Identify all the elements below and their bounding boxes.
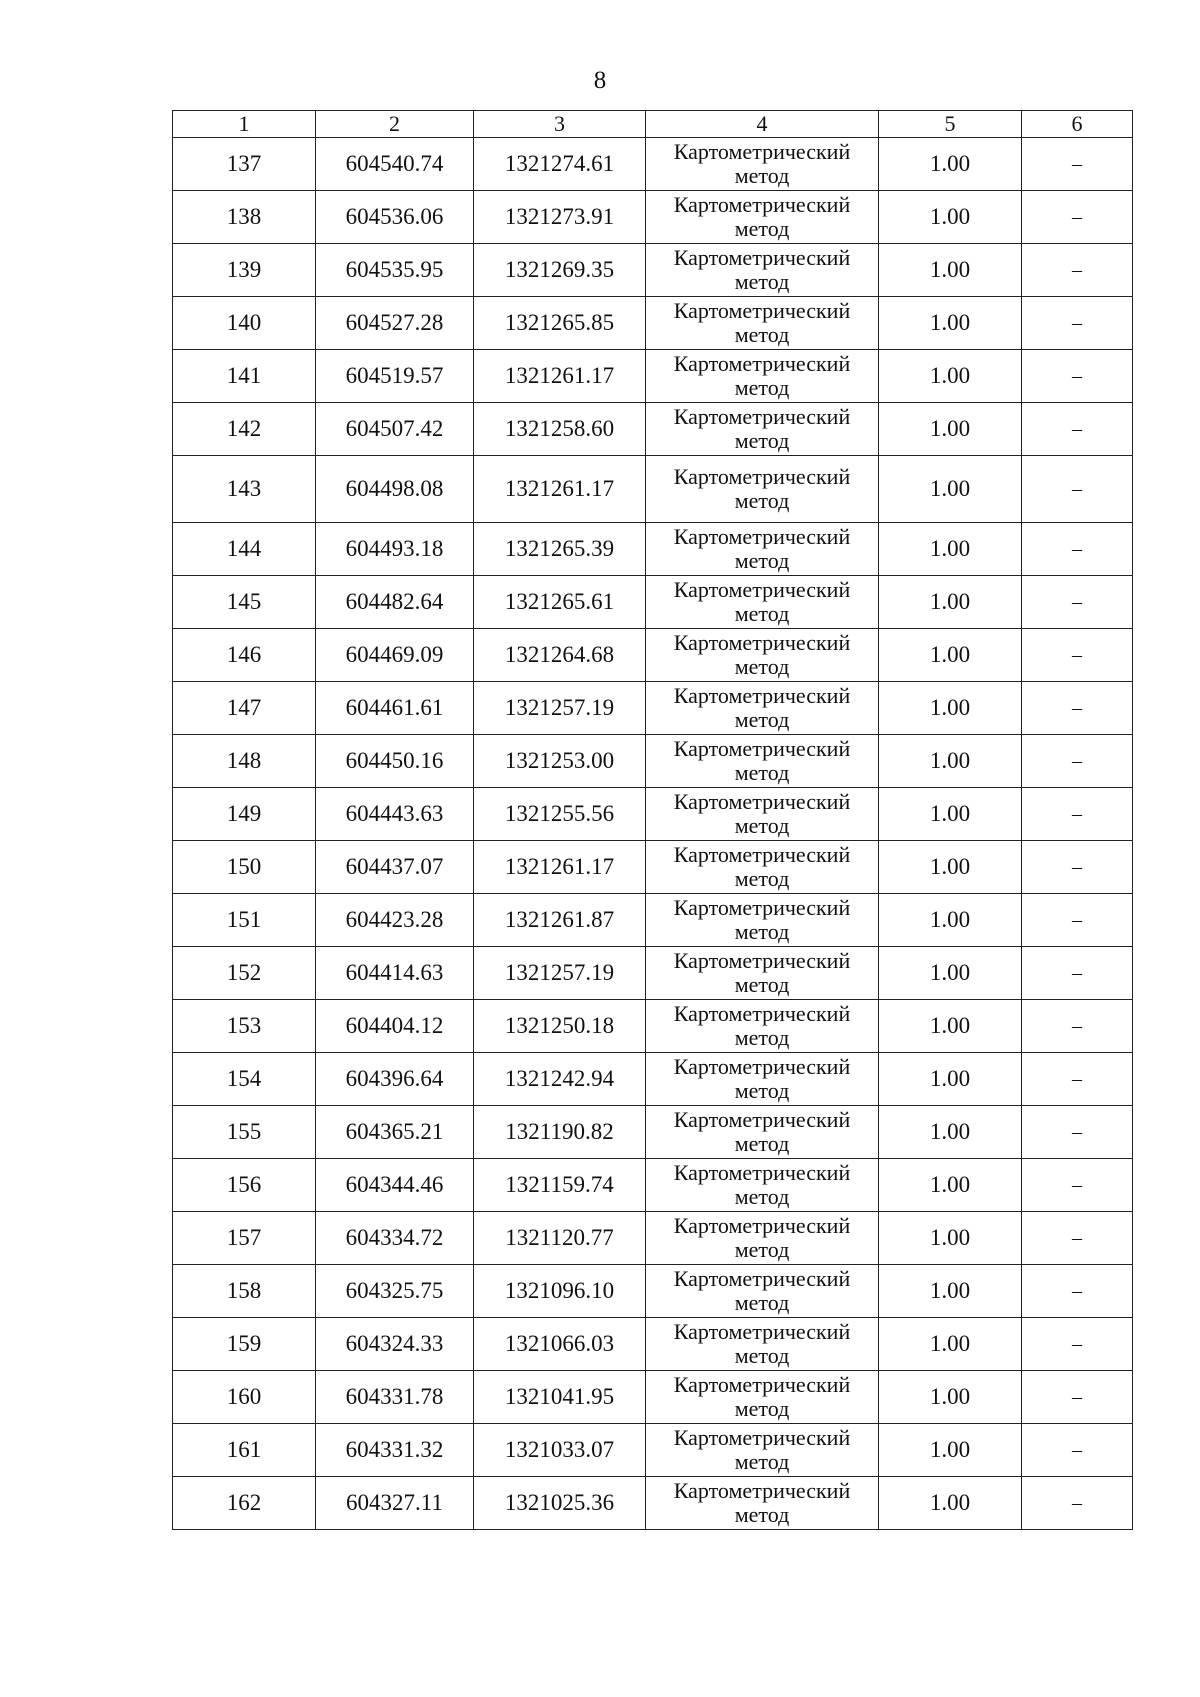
accuracy-cell: 1.00 (879, 947, 1022, 1000)
point-number-cell: 157 (173, 1212, 316, 1265)
point-number-cell: 144 (173, 523, 316, 576)
x-coordinate-cell: 604469.09 (316, 629, 474, 682)
note-cell: – (1022, 244, 1133, 297)
point-number-cell: 141 (173, 350, 316, 403)
y-coordinate-cell: 1321120.77 (474, 1212, 646, 1265)
accuracy-cell: 1.00 (879, 244, 1022, 297)
method-cell: Картометрический метод (646, 456, 879, 523)
method-cell: Картометрический метод (646, 1318, 879, 1371)
point-number-cell: 153 (173, 1000, 316, 1053)
accuracy-cell: 1.00 (879, 1477, 1022, 1530)
accuracy-cell: 1.00 (879, 1053, 1022, 1106)
column-header: 4 (646, 111, 879, 138)
x-coordinate-cell: 604535.95 (316, 244, 474, 297)
y-coordinate-cell: 1321250.18 (474, 1000, 646, 1053)
note-cell: – (1022, 1318, 1133, 1371)
point-number-cell: 151 (173, 894, 316, 947)
note-cell: – (1022, 1106, 1133, 1159)
note-cell: – (1022, 947, 1133, 1000)
method-cell: Картометрический метод (646, 894, 879, 947)
point-number-cell: 143 (173, 456, 316, 523)
table-row (173, 191, 1133, 244)
table-row (173, 297, 1133, 350)
method-cell: Картометрический метод (646, 1212, 879, 1265)
x-coordinate-cell: 604325.75 (316, 1265, 474, 1318)
method-cell: Картометрический метод (646, 841, 879, 894)
x-coordinate-cell: 604461.61 (316, 682, 474, 735)
note-cell: – (1022, 735, 1133, 788)
x-coordinate-cell: 604507.42 (316, 403, 474, 456)
table-row (173, 138, 1133, 191)
method-cell: Картометрический метод (646, 297, 879, 350)
method-cell: Картометрический метод (646, 1000, 879, 1053)
point-number-cell: 150 (173, 841, 316, 894)
x-coordinate-cell: 604450.16 (316, 735, 474, 788)
y-coordinate-cell: 1321261.17 (474, 350, 646, 403)
method-cell: Картометрический метод (646, 735, 879, 788)
note-cell: – (1022, 576, 1133, 629)
point-number-cell: 148 (173, 735, 316, 788)
column-header: 3 (474, 111, 646, 138)
x-coordinate-cell: 604443.63 (316, 788, 474, 841)
y-coordinate-cell: 1321255.56 (474, 788, 646, 841)
accuracy-cell: 1.00 (879, 1000, 1022, 1053)
accuracy-cell: 1.00 (879, 523, 1022, 576)
accuracy-cell: 1.00 (879, 1318, 1022, 1371)
y-coordinate-cell: 1321258.60 (474, 403, 646, 456)
point-number-cell: 145 (173, 576, 316, 629)
note-cell: – (1022, 894, 1133, 947)
method-cell: Картометрический метод (646, 1106, 879, 1159)
table-row (173, 244, 1133, 297)
accuracy-cell: 1.00 (879, 456, 1022, 523)
point-number-cell: 158 (173, 1265, 316, 1318)
accuracy-cell: 1.00 (879, 350, 1022, 403)
note-cell: – (1022, 682, 1133, 735)
x-coordinate-cell: 604331.32 (316, 1424, 474, 1477)
table-row (173, 629, 1133, 682)
table-row (173, 947, 1133, 1000)
accuracy-cell: 1.00 (879, 1371, 1022, 1424)
method-cell: Картометрический метод (646, 1477, 879, 1530)
note-cell: – (1022, 1053, 1133, 1106)
method-cell: Картометрический метод (646, 1265, 879, 1318)
accuracy-cell: 1.00 (879, 1424, 1022, 1477)
table-row (173, 1159, 1133, 1212)
table-row (173, 1212, 1133, 1265)
column-header: 2 (316, 111, 474, 138)
y-coordinate-cell: 1321096.10 (474, 1265, 646, 1318)
accuracy-cell: 1.00 (879, 894, 1022, 947)
x-coordinate-cell: 604540.74 (316, 138, 474, 191)
point-number-cell: 154 (173, 1053, 316, 1106)
point-number-cell: 142 (173, 403, 316, 456)
method-cell: Картометрический метод (646, 138, 879, 191)
point-number-cell: 152 (173, 947, 316, 1000)
note-cell: – (1022, 1477, 1133, 1530)
table-header-row (173, 111, 1133, 138)
method-cell: Картометрический метод (646, 947, 879, 1000)
y-coordinate-cell: 1321041.95 (474, 1371, 646, 1424)
y-coordinate-cell: 1321265.61 (474, 576, 646, 629)
accuracy-cell: 1.00 (879, 576, 1022, 629)
point-number-cell: 161 (173, 1424, 316, 1477)
point-number-cell: 156 (173, 1159, 316, 1212)
column-header: 6 (1022, 111, 1133, 138)
method-cell: Картометрический метод (646, 350, 879, 403)
accuracy-cell: 1.00 (879, 841, 1022, 894)
note-cell: – (1022, 350, 1133, 403)
table-row (173, 1106, 1133, 1159)
table-row (173, 1053, 1133, 1106)
note-cell: – (1022, 1424, 1133, 1477)
table-row (173, 1000, 1133, 1053)
x-coordinate-cell: 604327.11 (316, 1477, 474, 1530)
point-number-cell: 146 (173, 629, 316, 682)
column-header: 5 (879, 111, 1022, 138)
method-cell: Картометрический метод (646, 629, 879, 682)
table-row (173, 735, 1133, 788)
table-row (173, 456, 1133, 523)
page-number: 8 (593, 67, 607, 94)
x-coordinate-cell: 604493.18 (316, 523, 474, 576)
point-number-cell: 138 (173, 191, 316, 244)
accuracy-cell: 1.00 (879, 1265, 1022, 1318)
x-coordinate-cell: 604536.06 (316, 191, 474, 244)
note-cell: – (1022, 841, 1133, 894)
x-coordinate-cell: 604519.57 (316, 350, 474, 403)
table-row (173, 1318, 1133, 1371)
accuracy-cell: 1.00 (879, 629, 1022, 682)
x-coordinate-cell: 604331.78 (316, 1371, 474, 1424)
table-row (173, 350, 1133, 403)
point-number-cell: 155 (173, 1106, 316, 1159)
method-cell: Картометрический метод (646, 682, 879, 735)
x-coordinate-cell: 604423.28 (316, 894, 474, 947)
y-coordinate-cell: 1321159.74 (474, 1159, 646, 1212)
y-coordinate-cell: 1321269.35 (474, 244, 646, 297)
x-coordinate-cell: 604396.64 (316, 1053, 474, 1106)
point-number-cell: 159 (173, 1318, 316, 1371)
y-coordinate-cell: 1321261.17 (474, 456, 646, 523)
note-cell: – (1022, 1371, 1133, 1424)
note-cell: – (1022, 1159, 1133, 1212)
table-row (173, 682, 1133, 735)
note-cell: – (1022, 788, 1133, 841)
note-cell: – (1022, 403, 1133, 456)
y-coordinate-cell: 1321273.91 (474, 191, 646, 244)
point-number-cell: 147 (173, 682, 316, 735)
point-number-cell: 160 (173, 1371, 316, 1424)
x-coordinate-cell: 604324.33 (316, 1318, 474, 1371)
x-coordinate-cell: 604527.28 (316, 297, 474, 350)
accuracy-cell: 1.00 (879, 1212, 1022, 1265)
table-row (173, 576, 1133, 629)
method-cell: Картометрический метод (646, 788, 879, 841)
note-cell: – (1022, 1000, 1133, 1053)
note-cell: – (1022, 629, 1133, 682)
accuracy-cell: 1.00 (879, 1106, 1022, 1159)
coordinates-table (172, 110, 1133, 1530)
table-row (173, 894, 1133, 947)
y-coordinate-cell: 1321025.36 (474, 1477, 646, 1530)
method-cell: Картометрический метод (646, 244, 879, 297)
y-coordinate-cell: 1321242.94 (474, 1053, 646, 1106)
table-row (173, 841, 1133, 894)
y-coordinate-cell: 1321264.68 (474, 629, 646, 682)
table-row (173, 1424, 1133, 1477)
column-header: 1 (173, 111, 316, 138)
note-cell: – (1022, 523, 1133, 576)
accuracy-cell: 1.00 (879, 403, 1022, 456)
accuracy-cell: 1.00 (879, 682, 1022, 735)
note-cell: – (1022, 191, 1133, 244)
y-coordinate-cell: 1321257.19 (474, 682, 646, 735)
y-coordinate-cell: 1321257.19 (474, 947, 646, 1000)
accuracy-cell: 1.00 (879, 138, 1022, 191)
x-coordinate-cell: 604404.12 (316, 1000, 474, 1053)
y-coordinate-cell: 1321265.39 (474, 523, 646, 576)
method-cell: Картометрический метод (646, 1053, 879, 1106)
accuracy-cell: 1.00 (879, 735, 1022, 788)
accuracy-cell: 1.00 (879, 191, 1022, 244)
method-cell: Картометрический метод (646, 191, 879, 244)
x-coordinate-cell: 604498.08 (316, 456, 474, 523)
point-number-cell: 137 (173, 138, 316, 191)
method-cell: Картометрический метод (646, 1424, 879, 1477)
method-cell: Картометрический метод (646, 576, 879, 629)
table-row (173, 1265, 1133, 1318)
x-coordinate-cell: 604365.21 (316, 1106, 474, 1159)
point-number-cell: 139 (173, 244, 316, 297)
table-row (173, 523, 1133, 576)
table-row (173, 403, 1133, 456)
note-cell: – (1022, 1212, 1133, 1265)
method-cell: Картометрический метод (646, 403, 879, 456)
method-cell: Картометрический метод (646, 1159, 879, 1212)
accuracy-cell: 1.00 (879, 1159, 1022, 1212)
accuracy-cell: 1.00 (879, 788, 1022, 841)
y-coordinate-cell: 1321261.17 (474, 841, 646, 894)
note-cell: – (1022, 138, 1133, 191)
x-coordinate-cell: 604334.72 (316, 1212, 474, 1265)
accuracy-cell: 1.00 (879, 297, 1022, 350)
method-cell: Картометрический метод (646, 523, 879, 576)
method-cell: Картометрический метод (646, 1371, 879, 1424)
y-coordinate-cell: 1321066.03 (474, 1318, 646, 1371)
y-coordinate-cell: 1321253.00 (474, 735, 646, 788)
x-coordinate-cell: 604344.46 (316, 1159, 474, 1212)
point-number-cell: 162 (173, 1477, 316, 1530)
point-number-cell: 140 (173, 297, 316, 350)
point-number-cell: 149 (173, 788, 316, 841)
y-coordinate-cell: 1321190.82 (474, 1106, 646, 1159)
note-cell: – (1022, 456, 1133, 523)
y-coordinate-cell: 1321261.87 (474, 894, 646, 947)
table-body (173, 138, 1133, 1530)
table-row (173, 1371, 1133, 1424)
table-row (173, 788, 1133, 841)
y-coordinate-cell: 1321033.07 (474, 1424, 646, 1477)
note-cell: – (1022, 297, 1133, 350)
y-coordinate-cell: 1321265.85 (474, 297, 646, 350)
x-coordinate-cell: 604437.07 (316, 841, 474, 894)
x-coordinate-cell: 604482.64 (316, 576, 474, 629)
note-cell: – (1022, 1265, 1133, 1318)
y-coordinate-cell: 1321274.61 (474, 138, 646, 191)
x-coordinate-cell: 604414.63 (316, 947, 474, 1000)
table-row (173, 1477, 1133, 1530)
